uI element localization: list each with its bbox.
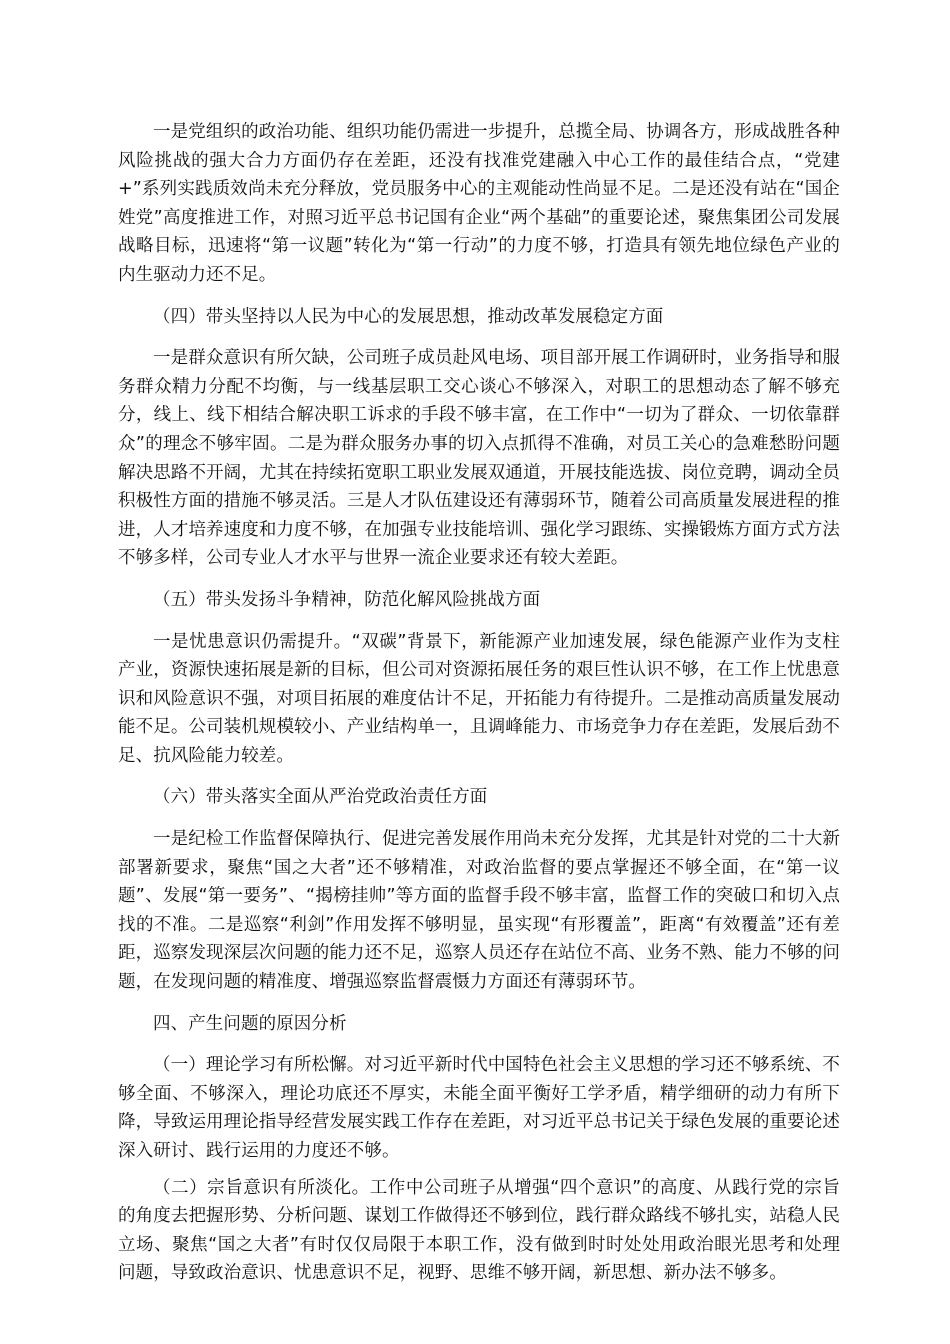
paragraph-purpose-awareness: （二）宗旨意识有所淡化。工作中公司班子从增强“四个意识”的高度、从践行党的宗旨的角度去把握形势、分析问题、谋划工作做得还不够到位，践行群众路线不够扎实，站稳人民立场、聚焦“国之大者”有时仅仅局限于本职工作，没有做到时时处处用政治眼光思考和处理问题，导致政治意识、忧患意识不足，视野、思维不够开阔，新思想、新办法不够多。: [118, 1177, 840, 1284]
paragraph-party-discipline: 一是纪检工作监督保障执行、促进完善发展作用尚未充分发挥，尤其是针对党的二十大新部署新要求，聚焦“国之大者”还不够精准，对政治监督的要点掌握还不够全面，在“第一议题”、发展“第一要务”、“揭榜挂帅”等方面的监督手段不够丰富，监督工作的突破口和切入点找的不准。二是巡察“利剑”作用发挥不够明显，虽实现“有形覆盖”，距离“有效覆盖”还有差距，巡察发现深层次问题的能力还不足，巡察人员还存在站位不高、业务不熟、能力不够的问题，在发现问题的精准度、增强巡察监督震慑力方面还有薄弱环节。: [118, 829, 840, 993]
paragraph-struggle-spirit: 一是忧患意识仍需提升。“双碳”背景下，新能源产业加速发展，绿色能源产业作为支柱产业，资源快速拓展是新的目标，但公司对资源拓展任务的艰巨性认识不够，在工作上忧患意识和风险意识不强，对项目拓展的难度估计不足，开拓能力有待提升。二是推动高质量发展动能不足。公司装机规模较小、产业结构单一，且调峰能力、市场竞争力存在差距，发展后劲不足、抗风险能力较差。: [118, 631, 840, 766]
heading-section-5: （五）带头发扬斗争精神，防范化解风险挑战方面: [153, 589, 541, 610]
heading-cause-analysis: 四、产生问题的原因分析: [153, 1013, 347, 1034]
document-page: [118, 118, 840, 1288]
paragraph-party-organization: 一是党组织的政治功能、组织功能仍需进一步提升，总揽全局、协调各方，形成战胜各种风险挑战的强大合力方面仍存在差距，还没有找准党建融入中心工作的最佳结合点，“党建+”系列实践质效尚未充分释放，党员服务中心的主观能动性尚显不足。二是还没有站在“国企姓党”高度推进工作，对照习近平总书记国有企业“两个基础”的重要论述，聚焦集团公司发展战略目标，迅速将“第一议题”转化为“第一行动”的力度不够，打造具有领先地位绿色产业的内生驱动力还不足。: [118, 122, 840, 285]
heading-section-6: （六）带头落实全面从严治党政治责任方面: [153, 787, 488, 808]
heading-section-4: （四）带头坚持以人民为中心的发展思想，推动改革发展稳定方面: [153, 306, 664, 327]
paragraph-theory-study: （一）理论学习有所松懈。对习近平新时代中国特色社会主义思想的学习还不够系统、不够全面、不够深入，理论功底还不厚实，未能全面平衡好工学矛盾，精学细研的动力有所下降，导致运用理论指导经营发展实践工作存在差距，对习近平总书记关于绿色发展的重要论述深入研讨、践行运用的力度还不够。: [118, 1055, 840, 1161]
paragraph-people-centered: 一是群众意识有所欠缺，公司班子成员赴风电场、项目部开展工作调研时，业务指导和服务群众精力分配不均衡，与一线基层职工交心谈心不够深入，对职工的思想动态了解不够充分，线上、线下相结合解决职工诉求的手段不够丰富，在工作中“一切为了群众、一切依靠群众”的理念不够牢固。二是为群众服务办事的切入点抓得不准确，对员工关心的急难愁盼问题解决思路不开阔，尤其在持续拓宽职工职业发展双通道，开展技能选拔、岗位竞聘，调动全员积极性方面的措施不够灵活。三是人才队伍建设还有薄弱环节，随着公司高质量发展进程的推进，人才培养速度和力度不够，在加强专业技能培训、强化学习跟练、实操锻炼方面方式方法不够多样，公司专业人才水平与世界一流企业要求还有较大差距。: [118, 348, 840, 569]
